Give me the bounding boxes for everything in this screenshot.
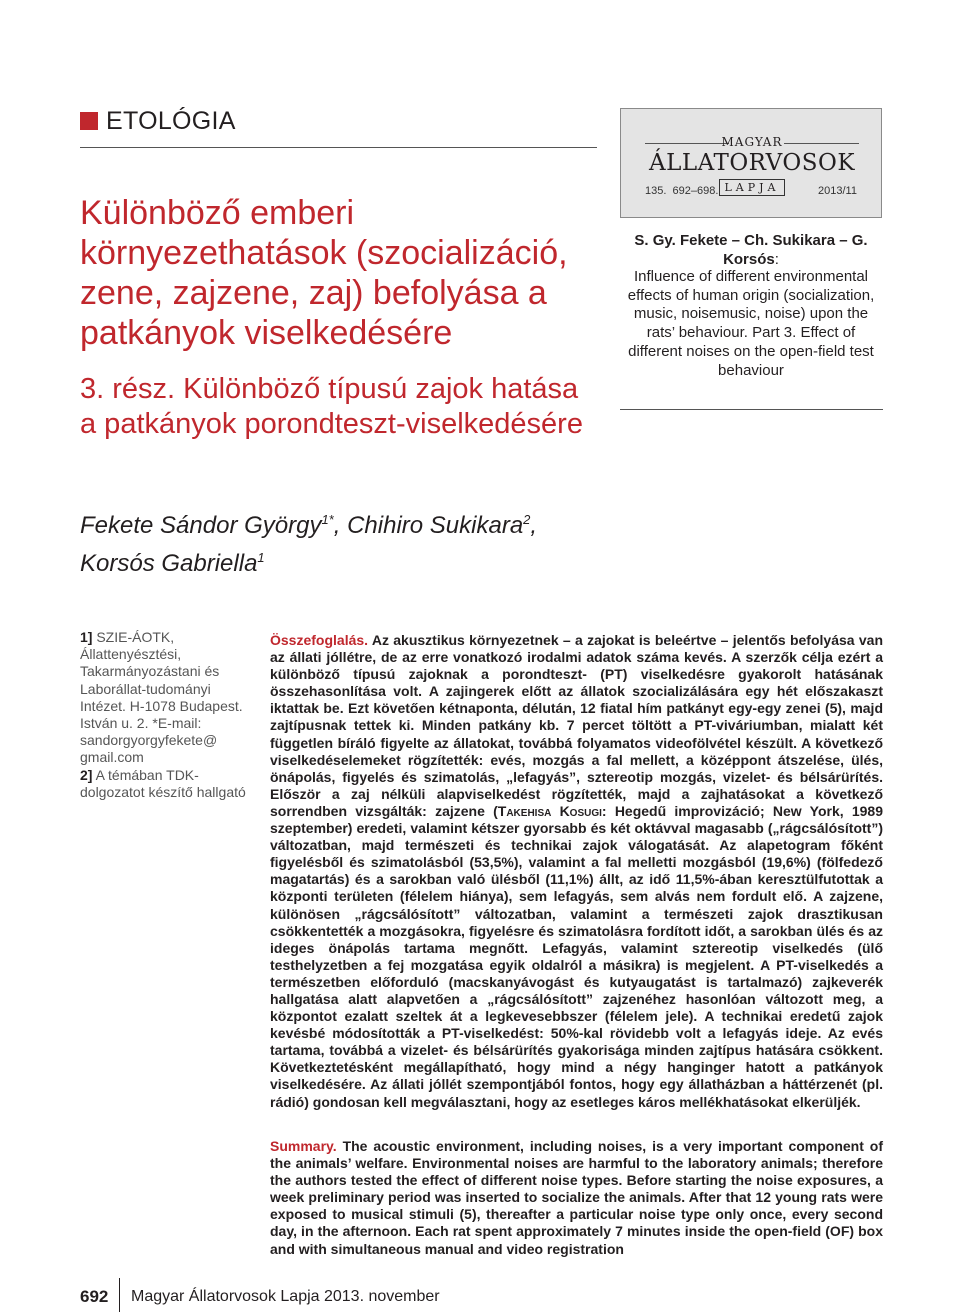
- author-sep-1: ,: [333, 512, 348, 539]
- section-marker: [80, 112, 98, 130]
- abstract-composer: Takehisa Kosugi: [497, 802, 602, 819]
- article-subtitle: 3. rész. Különböző típusú zajok hatása a patkányok porondteszt-viselkedésére: [80, 373, 583, 440]
- article-title: Különböző emberi környezethatások (szocializáció, zene, zajzene, zaj) befolyása a patkányok viselkedésére: [80, 194, 568, 352]
- abstract-label: Összefoglalás.: [270, 632, 369, 648]
- english-authors-suffix: :: [774, 250, 779, 268]
- footer-divider: [119, 1278, 120, 1312]
- abstract-hu: [270, 632, 883, 1111]
- author-2-sup: 2: [523, 512, 531, 527]
- logo-date: 2013/11: [818, 185, 857, 197]
- abstract-text-2: : Hegedű improvizáció; New York, 1989 szeptember) eredeti, valamint kétszer gyorsabb és két oktávval magasabb („rágcsálósított”) változatban, majd természeti és technikai zajok válogatását. Az alapetogram főként figyelésből és szimatolásból (53,5%), valamint a fal melletti mozgásból (19,6%) (fölfedező magatartás) és a sarokban való ülésből (11,1%) állt, az idő 11,5%-ában keresztülfutottak a központi területen (félelem hiánya), sem lefagyás, sem alvás nem fordult elő. A zajzene, különösen „rágcsálósított” változatban, valamint a természeti zajok drasztikusan csökkentették a mozgásokra, figyelésre és szimatolásra fordított időt, a sarokban ülés és az ideges önápolás tartama megnőtt. Lefagyás, valamint sztereotip viselkedés (ülő testhelyzetben a fej mozgatása egyik oldalról a másikra) is megjelent. A PT-viselkedés a természetben előforduló (macskanyávogást és kutyaugatást is tartalmazó) zajkeverék hallgatása alatt alapvetően a „rágcsálósított” zajzenéhez hasonlóan változott meg, a központot ezalatt szeltek át a legkevesebbszer (félelem jele). A technikai eredetű zajok kevésbé módosították a PT-viselkedést: 50%-kal rövidebb volt a lefagyás ideje. Az evés tartama, továbbá a vizelet- és bélsárürítés gyakorisága minden zajtípus hatására csökkent. Következtetésként megállapítható, hogy mind a négy hanginger hatott a patkányok viselkedésére. Az állati jóllét szempontjából fontos, hogy egy állatházban a háttérzenét (pl. rádió) gondosan kell megválasztani, hogy az esetleges káros mellékhatásokat elkerüljék.: [270, 802, 883, 1110]
- affiliation-2-text: A témában TDK-dolgozatot készítő hallgató: [80, 766, 246, 800]
- affiliations: [80, 629, 250, 801]
- author-sep-2: ,: [530, 512, 538, 539]
- logo-pages: 692–698.: [672, 185, 719, 197]
- abstract-text-1: Az akusztikus környezetnek – a zajokat is beleértve – jelentős befolyása van az állati jóllétre, de az erre vonatkozó irodalmi adatok száma kevés. A szerzők célja ezért a különböző típusú zajoknak a porondteszt- (PT) viselkedésre gyakorolt hatásának összehasonlítása volt. A zajingerek előtt az állatok szocializálására egy hét előszakaszt iktattak be. Ezt követően kétnaponta, délután, 12 fiatal hím patkányt egy-egy zenei (5), majd zajtípusnak tettek ki. Minden patkány kb. 7 percet töltött a PT-viváriumban, mialatt két független bíráló figyelte az állatokat, továbbá folyamatos videofölvétel készült. A következő viselkedéselemeket rögzítették: evés, mozgás a fal mellett, a középpont átszelése, ülés, önápolás, figyelés és szimatolás, „lefagyás”, sztereotip mozgás, vizelet- és bélsárürítés. Először a zaj nélküli alapviselkedést rögzítették, majd a zajhatásokat a következő sorrendben vizsgálták: zajzene (: [270, 632, 883, 819]
- section-label: ETOLÓGIA: [106, 107, 236, 135]
- logo-name: ÁLLATORVOSOK: [648, 150, 856, 176]
- logo-lapja: LAPJA: [719, 179, 785, 196]
- author-1: Fekete Sándor György: [80, 512, 322, 539]
- author-1-sup: 1*: [321, 512, 334, 527]
- affiliation-2-mark: 2]: [80, 766, 93, 783]
- affiliation-1-mark: 1]: [80, 629, 93, 645]
- summary-en: [270, 1138, 883, 1258]
- summary-label: Summary.: [270, 1138, 337, 1154]
- journal-logo: [620, 108, 882, 218]
- logo-volume: 135.: [645, 185, 667, 197]
- logo-magyar: MAGYAR: [721, 135, 783, 149]
- author-list: [80, 504, 780, 580]
- summary-text: The acoustic environment, including noises, is a very important component of the animals’ welfare. Environmental noises are harmful to the laboratory animals; therefore the authors tested the effect of different noise types. Before starting the noise exposures, a week preliminary period was inserted to socialize the animals. After that 12 young rats were exposed to musical stimuli (5), thereafter a particular noise type only once, every second day, in the afternoon. Each rat spent approximately 7 minutes inside the open-field (OF) box and with simultaneous manual and video registration: [270, 1138, 883, 1257]
- english-divider: [620, 409, 883, 410]
- section-divider: [80, 147, 597, 148]
- english-authors-names: S. Gy. Fekete – Ch. Sukikara – G. Korsós: [634, 232, 868, 268]
- author-3: Korsós Gabriella: [80, 550, 258, 577]
- logo-volume-pages: [645, 185, 718, 197]
- footer-journal: Magyar Állatorvosok Lapja 2013. november: [131, 1288, 440, 1305]
- english-authors: [620, 232, 882, 269]
- english-title: Influence of different environmental effects of human origin (socialization, music, noisemusic, noise) upon the rats’ behaviour. Part 3. Effect of different noises on the open-field test behaviour: [627, 268, 875, 379]
- author-2: Chihiro Sukikara: [347, 512, 524, 539]
- author-3-sup: 1: [257, 550, 265, 565]
- page-number: 692: [80, 1287, 109, 1306]
- affiliation-1-text: SZIE-ÁOTK, Állattenyésztési, Takarmányozástani és Laborállat-tudományi Intézet. H-1078 Budapest. István u. 2. *E-mail: sandorgyorgyfekete@ gmail.com: [80, 629, 243, 766]
